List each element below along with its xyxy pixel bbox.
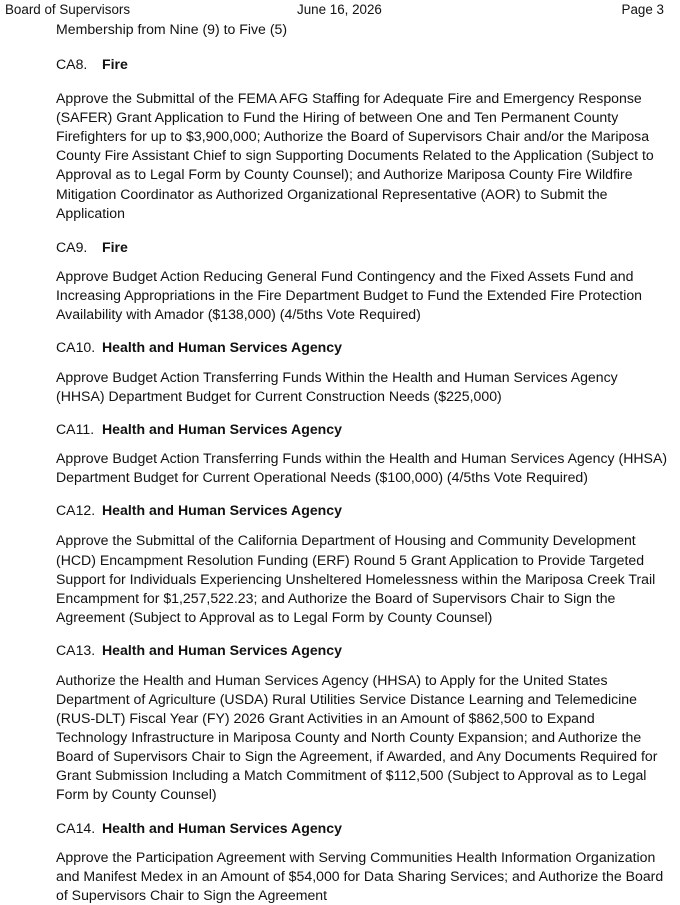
agenda-item-department: Health and Human Services Agency [102, 502, 342, 519]
agenda-item-department: Health and Human Services Agency [102, 819, 342, 836]
header-date: June 16, 2026 [297, 2, 382, 17]
agenda-item-text: Authorize the Health and Human Services Agency (HHSA) to Apply for the United States Department of Agriculture (USDA) Rural Utilities Service Distance Learning and Telemedicine (RUS-DLT) Fiscal Year (FY) 2026 Grant Activities in an Amount of $862,500 to Expand Technology Infrastructure in Mariposa County and North County Expansion; and Authorize the Board of Supervisors Chair to Sign the Agreement, if Awarded, and Any Documents Required for Grant Submission Including a Match Commitment of $112,500 (Subject to Approval as to Legal Form by County Counsel) [56, 671, 658, 803]
header-board-name: Board of Supervisors [5, 2, 131, 17]
agenda-item-department: Health and Human Services Agency [102, 641, 342, 658]
agenda-item-heading [56, 501, 668, 520]
continuation-text: Membership from Nine (9) to Five (5) [56, 21, 288, 37]
agenda-item-text: Approve Budget Action Transferring Funds Within the Health and Human Services Agency (HHSA) Department Budget for Current Construction Needs ($225,000) [56, 369, 618, 405]
agenda-item-department: Fire [102, 238, 128, 255]
agenda-content [56, 20, 668, 905]
agenda-item-ca8 [56, 55, 668, 223]
agenda-item-ca12 [56, 501, 668, 626]
agenda-item-number: CA12. [56, 502, 96, 519]
agenda-item-department: Fire [102, 56, 128, 73]
agenda-item-text: Approve Budget Action Transferring Funds within the Health and Human Services Agency (HHSA) Department Budget for Current Operational Needs ($100,000) (4/5ths Vote Required) [56, 450, 668, 486]
agenda-item-heading [56, 55, 668, 74]
agenda-item-ca9 [56, 238, 668, 324]
agenda-item-heading [56, 819, 668, 838]
agenda-item-number: CA9. [56, 238, 88, 255]
header-page-number: Page 3 [621, 2, 664, 17]
agenda-item-text: Approve the Participation Agreement with Serving Communities Health Information Organization and Manifest Medex in an Amount of $54,000 for Data Sharing Services; and Authorize the Board of Supervisors Chair to Sign the Agreement [56, 848, 664, 903]
agenda-item-department: Health and Human Services Agency [102, 421, 342, 438]
agenda-item-ca10 [56, 338, 668, 406]
agenda-item-ca11 [56, 420, 668, 487]
agenda-item-text: Approve the Submittal of the California Department of Housing and Community Development (HCD) Encampment Resolution Funding (ERF) Round 5 Grant Application to Provide Targeted Support for Individuals Experiencing Unsheltered Homelessness within the Mariposa Creek Trail Encampment for $1,257,522.23; and Authorize the Board of Supervisors Chair to Sign the Agreement (Subject to Approval as to Legal Form by County Counsel) [56, 532, 656, 625]
agenda-item-number: CA8. [56, 56, 88, 73]
page-header [5, 1, 675, 19]
agenda-item-heading [56, 238, 668, 257]
agenda-item-text: Approve Budget Action Reducing General Fund Contingency and the Fixed Assets Fund and Increasing Appropriations in the Fire Department Budget to Fund the Extended Fire Protection Availability with Amador ($138,000) (4/5ths Vote Required) [56, 267, 643, 322]
agenda-item-number: CA13. [56, 641, 96, 658]
agenda-item-heading [56, 420, 668, 439]
agenda-item-number: CA11. [56, 421, 95, 438]
agenda-item-heading [56, 641, 668, 660]
agenda-item-number: CA10. [56, 339, 96, 356]
agenda-item-ca14 [56, 819, 668, 905]
agenda-item-number: CA14. [56, 819, 96, 836]
agenda-item-heading [56, 338, 668, 357]
agenda-item-text: Approve the Submittal of the FEMA AFG Staffing for Adequate Fire and Emergency Response (SAFER) Grant Application to Fund the Hiring of between One and Ten Permanent County Firefighters for up to $3,900,000; Authorize the Board of Supervisors Chair and/or the Mariposa County Fire Assistant Chief to sign Supporting Documents Related to the Application (Subject to Approval as to Legal Form by County Counsel); and Authorize Mariposa County Fire Wildfire Mitigation Coordinator as Authorized Organizational Representative (AOR) to Submit the Application [56, 90, 654, 221]
agenda-item-department: Health and Human Services Agency [102, 339, 342, 356]
agenda-item-ca13 [56, 641, 668, 805]
